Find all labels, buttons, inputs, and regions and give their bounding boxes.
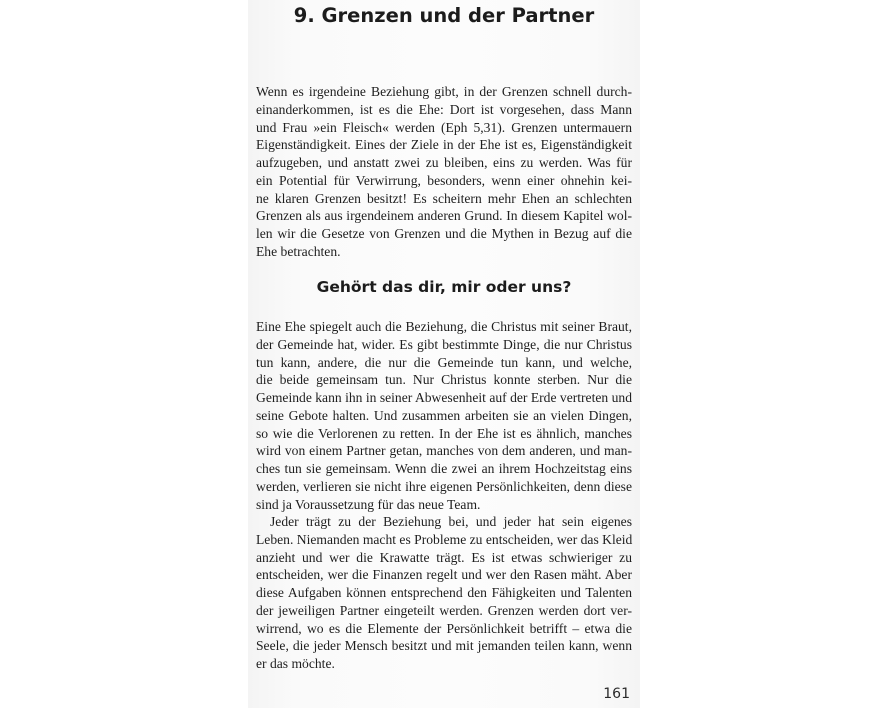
text-line: ne klaren Grenzen besitzt! Es scheitern mehr Ehen an schlechten [256,190,632,206]
text-line: der Gemeinde hat, wider. Es gibt bestimmte Dinge, die nur Christus [256,336,632,352]
text-line: wird von einem Partner getan, manches von dem anderen, und man- [256,443,632,459]
text-line: anzieht und wer die Krawatte trägt. Es ist etwas schwieriger zu [256,549,632,565]
section-heading: Gehört das dir, mir oder uns? [316,278,572,296]
text-line: einanderkommen, ist es die Ehe: Dort ist vorgesehen, dass Mann [256,101,632,117]
text-line: sind ja Voraussetzung für das neue Team. [256,496,481,512]
intro-paragraph [256,83,632,261]
text-line: Seele, die jeder Mensch besitzt und mit jemanden teilen kann, wenn [256,638,632,654]
text-line: und Frau »ein Fleisch« werden (Eph 5,31). Grenzen untermauern [256,119,632,135]
text-line: aufzugeben, und anstatt zwei zu bleiben, eins zu werden. Was für [256,155,632,170]
body-paragraph-2 [256,513,632,673]
text-line: Leben. Niemanden macht es Probleme zu entscheiden, wer das Kleid [256,531,633,547]
text-line: Eigenständigkeit. Eines der Ziele in der Ehe ist es, Eigenständigkeit [256,137,632,153]
text-line: diese Aufgaben können entsprechend den Fähigkeiten und Talenten [256,585,632,600]
text-line: Ehe betrachten. [256,243,341,259]
text-line: ein Potential für Verwirrung, besonders, wenn einer ohnehin kei- [256,172,632,188]
text-line: len wir die Gesetze von Grenzen und die Mythen in Bezug auf die [256,226,632,241]
text-line: entscheiden, wer die Finanzen regelt und wer den Rasen mäht. Aber [256,567,632,583]
text-line: Grenzen als aus irgendeinem anderen Grund. In diesem Kapitel wol- [256,208,632,224]
text-line: der jeweiligen Partner eingeteilt werden. Grenzen werden dort ver- [256,602,632,618]
text-line: wirrend, wo es die Elemente der Persönlichkeit betrifft – etwa die [256,620,632,636]
chapter-title: 9. Grenzen und der Partner [293,4,595,27]
text-line: Gemeinde kann ihn in seiner Abwesenheit auf der Erde vertreten und [256,390,632,405]
text-line: seine Gebote halten. Und zusammen arbeiten sie an vielen Dingen, [256,407,632,423]
text-line: Wenn es irgendeine Beziehung gibt, in der Grenzen schnell durch- [256,84,632,99]
text-line: Eine Ehe spiegelt auch die Beziehung, die Christus mit seiner Braut, [256,319,632,334]
text-line: die beide gemeinsam tun. Nur Christus konnte sterben. Nur die [256,372,632,388]
book-page [248,0,640,708]
text-line: so wie die Verlorenen zu retten. In der Ehe ist es ähnlich, manches [256,425,632,441]
text-line: ches tun sie gemeinsam. Wenn die zwei an ihrem Hochzeitstag eins [256,461,632,476]
body-paragraph-1 [256,318,632,513]
text-line: Jeder trägt zu der Beziehung bei, und jeder hat sein eigenes [270,514,632,529]
text-line: er das möchte. [256,656,335,671]
text-line: tun kann, andere, die nur die Gemeinde tun kann, und welche, [256,354,632,370]
page-number: 161 [603,686,630,702]
text-line: werden, verlieren sie nicht ihre eigenen Persönlichkeiten, denn diese [256,478,632,494]
